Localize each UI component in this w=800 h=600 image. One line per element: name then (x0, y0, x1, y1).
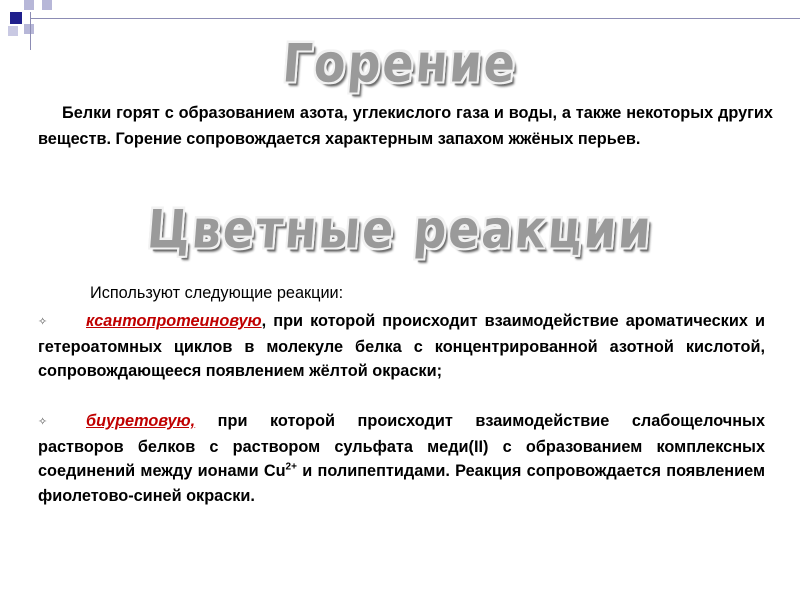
reaction-description-end: и полипептидами. Реакция сопровождается появлением фиолетово-синей окраски. (38, 462, 766, 505)
reaction-term: биуретовую, (86, 412, 196, 430)
corner-square-dark (10, 12, 22, 24)
ion-charge: 2+ (285, 461, 297, 473)
corner-square-light (24, 24, 34, 34)
intro-text: Используют следующие реакции: (90, 284, 344, 302)
top-rule (30, 18, 800, 19)
corner-square-light (24, 0, 34, 10)
burning-paragraph (38, 100, 773, 152)
reaction-item-biuret (38, 409, 765, 508)
corner-square-light (42, 0, 52, 10)
reaction-description: , при которой происходит взаимодействие ароматических и гетероатомных циклов в молекуле белка с концентрированной азотной кислотой, сопровождающееся появлением жёлтой окраски; (38, 312, 765, 380)
bullet-star-icon: ✧ (38, 416, 48, 428)
reaction-description: при которой происходит взаимодействие слабощелочных растворов белков с раствором сульфата меди(II) с образованием комплексных соединений между ионами Cu (38, 412, 765, 480)
heading-color-reactions: Цветные реакции (145, 197, 655, 261)
reaction-term: ксантопротеиновую (86, 312, 262, 330)
rule-tick (30, 12, 31, 50)
corner-square-light (8, 26, 18, 36)
burning-text: Белки горят с образованием азота, углекислого газа и воды, а также некоторых других веществ. Горение сопровождается характерным запахом жжёных перьев. (38, 104, 773, 148)
heading-burning: Горение (280, 31, 520, 95)
bullet-star-icon: ✧ (38, 316, 48, 328)
reaction-item-xanthoprotein (38, 309, 765, 384)
